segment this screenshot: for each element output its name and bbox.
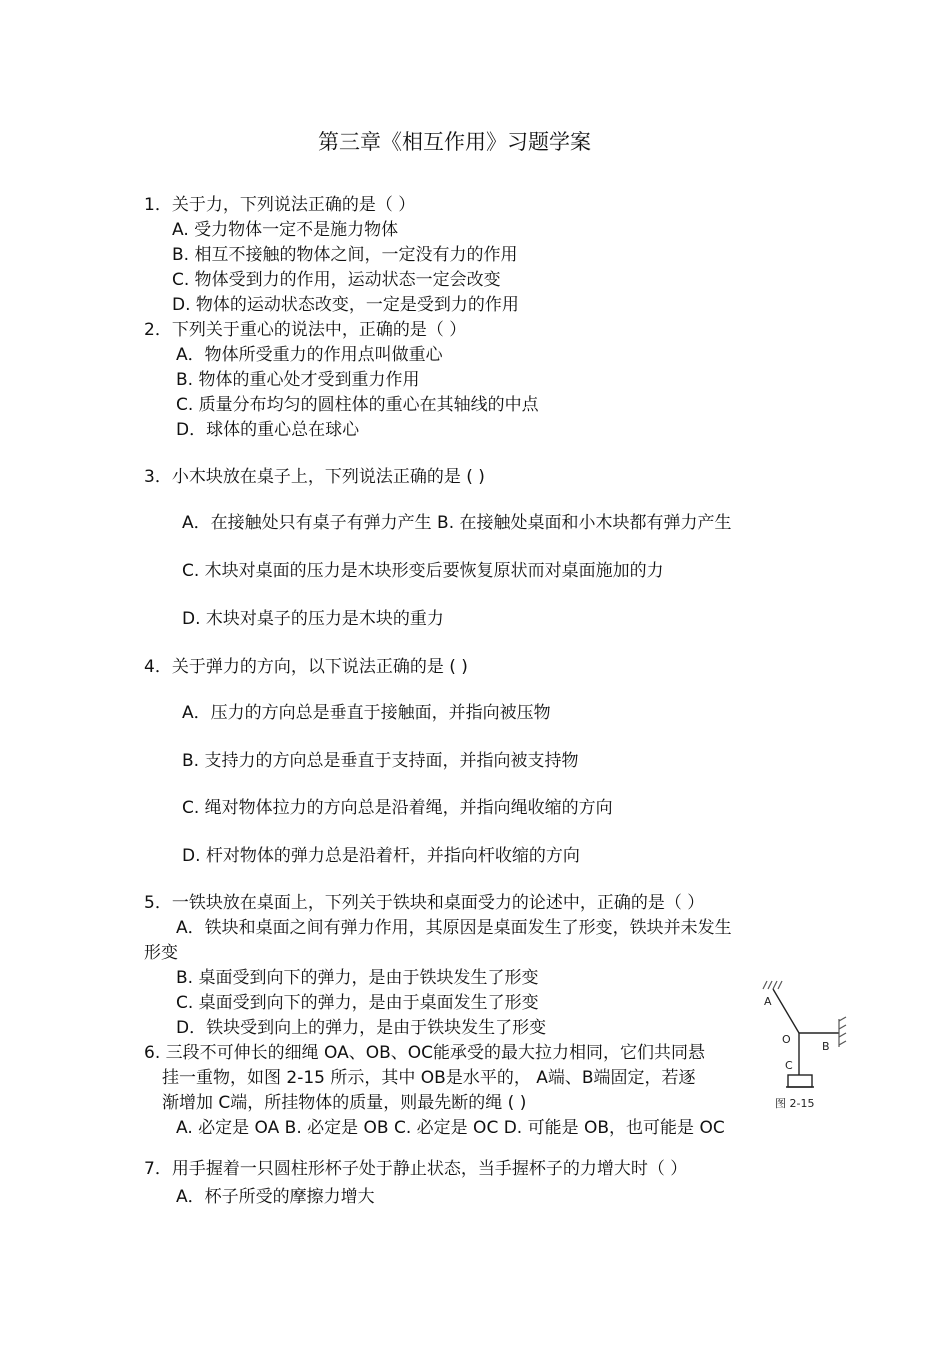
q7-option-a: A．杯子所受的摩擦力增大 [176, 1187, 375, 1207]
q3-option-c: C. 木块对桌面的压力是木块形变后要恢复原状而对桌面施加的力 [182, 561, 664, 581]
q4-option-b: B. 支持力的方向总是垂直于支持面，并指向被支持物 [182, 751, 579, 771]
q4-option-d: D. 杆对物体的弹力总是沿着杆，并指向杆收缩的方向 [182, 846, 580, 866]
q1-option-a: A. 受力物体一定不是施力物体 [172, 220, 399, 240]
q1-stem: 1．关于力，下列说法正确的是（ ） [144, 195, 416, 215]
q3-stem: 3．小木块放在桌子上，下列说法正确的是 ( ) [144, 467, 485, 487]
q7-stem: 7．用手握着一只圆柱形杯子处于静止状态，当手握杯子的力增大时（ ） [144, 1159, 688, 1179]
q1-option-b: B. 相互不接触的物体之间，一定没有力的作用 [172, 245, 518, 265]
label-o: O [782, 1033, 791, 1046]
q5-option-b: B. 桌面受到向下的弹力，是由于铁块发生了形变 [176, 968, 539, 988]
ceiling-anchor-hatch [763, 981, 782, 989]
q2-option-d: D．球体的重心总在球心 [176, 420, 360, 440]
q2-option-c: C. 质量分布均匀的圆柱体的重心在其轴线的中点 [176, 395, 539, 415]
figure-caption: 图 2-15 [775, 1097, 815, 1110]
q1-option-c: C. 物体受到力的作用，运动状态一定会改变 [172, 270, 501, 290]
q2-stem: 2．下列关于重心的说法中，正确的是（ ） [144, 320, 467, 340]
q5-option-a: A．铁块和桌面之间有弹力作用，其原因是桌面发生了形变，铁块并未发生 [176, 918, 732, 938]
rope-oa [773, 989, 799, 1033]
q1-option-d: D. 物体的运动状态改变，一定是受到力的作用 [172, 295, 519, 315]
q2-option-b: B. 物体的重心处才受到重力作用 [176, 370, 420, 390]
q4-option-a: A．压力的方向总是垂直于接触面，并指向被压物 [182, 703, 551, 723]
q2-option-a: A．物体所受重力的作用点叫做重心 [176, 345, 443, 365]
q6-stem-line-2: 挂一重物，如图 2-15 所示，其中 OB是水平的， A端、B端固定，若逐 [162, 1068, 696, 1088]
q5-stem: 5．一铁块放在桌面上，下列关于铁块和桌面受力的论述中，正确的是（ ） [144, 893, 705, 913]
q6-stem-line-3: 渐增加 C端，所挂物体的质量，则最先断的绳 ( ) [162, 1093, 527, 1113]
q6-stem-line-1: 6. 三段不可伸长的细绳 OA、OB、OC能承受的最大拉力相同，它们共同悬 [144, 1043, 706, 1063]
label-b: B [822, 1040, 830, 1053]
page-title: 第三章《相互作用》习题学案 [318, 130, 591, 154]
wall-anchor-hatch [839, 1017, 846, 1047]
q3-option-d: D. 木块对桌子的压力是木块的重力 [182, 609, 444, 629]
label-c: C [785, 1059, 793, 1072]
q5-option-d: D．铁块受到向上的弹力，是由于铁块发生了形变 [176, 1018, 547, 1038]
q4-option-c: C. 绳对物体拉力的方向总是沿着绳，并指向绳收缩的方向 [182, 798, 613, 818]
label-a: A [764, 995, 772, 1008]
q3-option-ab: A．在接触处只有桌子有弹力产生 B. 在接触处桌面和小木块都有弹力产生 [182, 513, 732, 533]
q6-options: A. 必定是 OA B. 必定是 OB C. 必定是 OC D. 可能是 OB，也可能是 OC [176, 1118, 725, 1138]
hanging-weight [788, 1075, 812, 1087]
q5-option-a-continued: 形变 [144, 943, 178, 963]
q4-stem: 4．关于弹力的方向，以下说法正确的是 ( ) [144, 657, 468, 677]
q5-option-c: C. 桌面受到向下的弹力，是由于桌面发生了形变 [176, 993, 539, 1013]
figure-2-15 [755, 975, 855, 1115]
